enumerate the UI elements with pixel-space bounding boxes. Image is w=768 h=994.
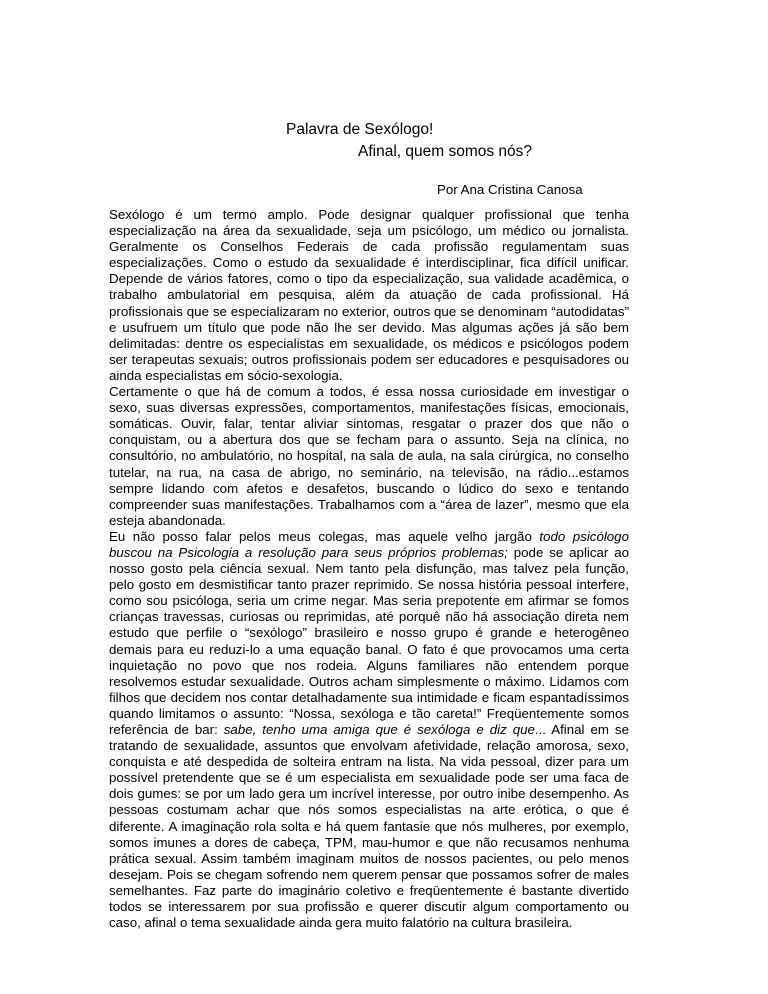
paragraph-3-text-e: ... Afinal em se tratando de sexualidade, assuntos que envolvam afetividade, relação amorosa, sexo, conquista e até despedida de solteira entram na lista. Na vida pessoal, dizer para um possível pretendente que se é um especialista em sexualidade pode ser uma faca de dois gumes: se por um lado gera um incrível interesse, por outro inibe desempenho. As pessoas costumam achar que nós somos especialistas na arte erótica, o que é diferente. A imaginação rola solta e há quem fantasie que nós mulheres, por exemplo, somos imunes a dores de cabeça, TPM, mau-humor e que não recusamos nenhuma prática sexual. Assim também imaginam muitos de nossos pacientes, ou pelo menos desejam. Pois se chegam sofrendo nem querem pensar que possamos sofrer de males semelhantes. Faz parte do imaginário coletivo e freqüentemente é bastante divertido todos se interessarem por sua profissão e querer discutir algum comportamento ou caso, afinal o tema sexualidade ainda gera muito falatório na cultura brasileira. [109,722,629,931]
paragraph-3-italic-quote: sabe, tenho uma amiga que é sexóloga e diz que [223,722,535,737]
document-title-line-1: Palavra de Sexólogo! [286,121,434,138]
paragraph-3-text-a: Eu não posso falar pelos meus colegas, mas aquele velho jargão [109,528,540,544]
paragraph-2: Certamente o que há de comum a todos, é essa nossa curiosidade em investigar o sexo, suas diversas expressões, comportamentos, manifestações físicas, emocionais, somáticas. Ouvir, falar, tentar aliviar sintomas, resgatar o prazer dos que não o conquistam, ou a abertura dos que se fecham para o assunto. Seja na clínica, no consultório, no ambulatório, no hospital, na sala de aula, na sala cirúrgica, no conselho tutelar, na rua, na casa de abrigo, no seminário, na televisão, na rádio...estamos sempre lidando com afetos e desafetos, buscando o lúdico do sexo e tentando compreender suas manifestações. Trabalhamos com a “área de lazer”, mesmo que ela esteja abandonada. [109,384,629,528]
paragraph-3-text-c: pode se aplicar ao nosso gosto pela ciência sexual. Nem tanto pela disfunção, mas talvez pela função, pelo gosto em desmistificar tanto prazer reprimido. Se nossa história pessoal interfere, como sou psicóloga, seria um crime negar. Mas seria prepotente em afirmar se fomos crianças travessas, curiosas ou reprimidas, até porquê não há associação direta nem estudo que perfile o “sexólogo” brasileiro e nosso grupo é grande e heterogêneo demais para eu reduzi-lo a uma equação banal. O fato é que provocamos uma certa inquietação no povo que nos rodeia. Alguns familiares não entendem porque resolvemos estudar sexualidade. Outros acham simplesmente o máximo. Lidamos com filhos que decidem nos contar detalhadamente sua intimidade e ficam espantadíssimos quando limitamos o assunto: “Nossa, sexóloga e tão careta!” Freqüentemente somos referência de bar: [109,544,629,737]
paragraph-3-italic-jargon: todo psicólogo buscou na Psicologia a resolução para seus próprios problemas; [109,528,629,560]
author-byline: Por Ana Cristina Canosa [437,182,583,197]
article-body [109,207,629,931]
paragraph-3 [109,529,629,931]
document-title-line-2: Afinal, quem somos nós? [358,143,533,160]
paragraph-1: Sexólogo é um termo amplo. Pode designar qualquer profissional que tenha especialização na área da sexualidade, seja um psicólogo, um médico ou jornalista. Geralmente os Conselhos Federais de cada profissão regulamentam suas especializações. Como o estudo da sexualidade é interdisciplinar, fica difícil unificar. Depende de vários fatores, como o tipo da especialização, sua validade acadêmica, o trabalho ambulatorial em pesquisa, além da atuação de cada profissional. Há profissionais que se especializaram no exterior, outros que se denominam “autodidatas” e usufruem um título que pode não lhe ser devido. Mas algumas ações já são bem delimitadas: dentre os especialistas em sexualidade, os médicos e psicólogos podem ser terapeutas sexuais; outros profissionais podem ser educadores e pesquisadores ou ainda especialistas em sócio-sexologia. [109,207,629,383]
